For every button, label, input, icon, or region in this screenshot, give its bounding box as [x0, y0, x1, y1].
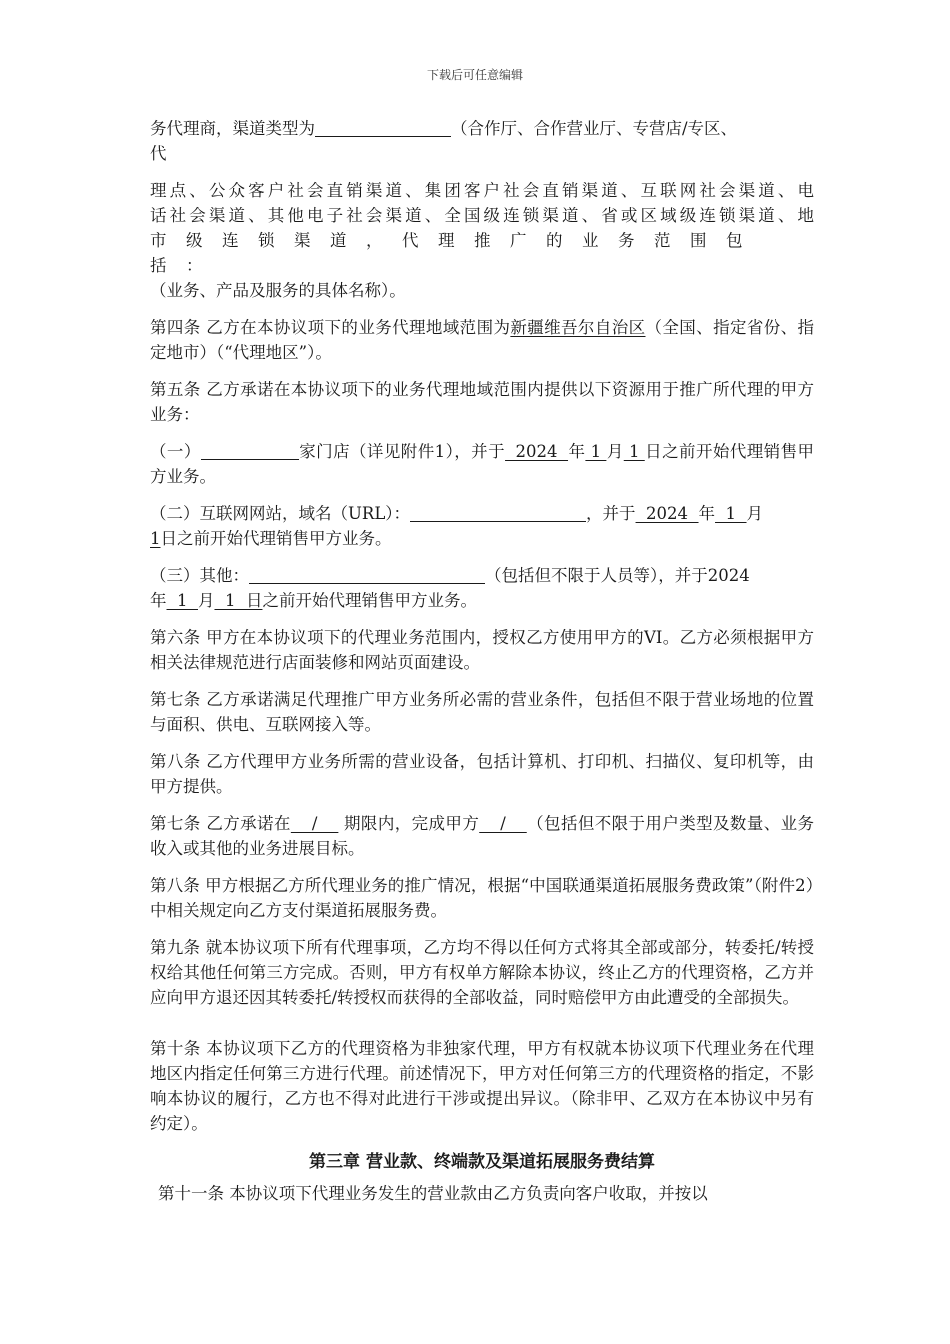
paragraph-channel-type — [150, 116, 814, 166]
item-3-other — [150, 563, 814, 613]
text-segment: 日之前开始代理销售甲方业务。 — [150, 442, 815, 486]
text-segment: 第四条 乙方在本协议项下的业务代理地域范围为 — [150, 318, 511, 337]
date-day: 1 日 — [214, 591, 263, 610]
item-1-stores — [150, 439, 814, 489]
date-month: 1 — [715, 504, 747, 523]
paragraph-channel-list — [150, 178, 814, 303]
text-segment: （包括但不限于人员等），并于2024 — [485, 566, 750, 585]
article-10: 第十条 本协议项下乙方的代理资格为非独家代理，甲方有权就本协议项下代理业务在代理地区内指定任何第三方进行代理。前述情况下，甲方对任何第三方的代理资格的指定，不影响本协议的履行，乙方也不得对此进行干涉或提出异议。（除非甲、乙双方在本协议中另有约定）。 — [150, 1039, 814, 1133]
date-year: 2024 — [505, 442, 569, 461]
text-segment: 日之前开始代理销售甲方业务。 — [160, 529, 392, 548]
date-month: 1 — [166, 591, 198, 610]
text-segment: 务代理商，渠道类型为 — [150, 119, 315, 138]
text-segment: 年 — [698, 504, 716, 523]
text-segment: （三）其他： — [150, 566, 249, 585]
article-11: 第十一条 本协议项下代理业务发生的营业款由乙方负责向客户收取，并按以 — [158, 1184, 708, 1203]
blank-field-store-count — [201, 442, 299, 460]
text-segment: ，并于 — [586, 504, 636, 523]
text-segment: （合作厅、合作营业厅、专营店/专区、 — [451, 119, 738, 138]
date-year: 2024 — [635, 504, 699, 523]
date-day: 1 — [150, 529, 161, 548]
date-day: 1 — [623, 442, 645, 461]
item-2-website — [150, 501, 814, 551]
article-6: 第六条 甲方在本协议项下的代理业务范围内，授权乙方使用甲方的VI。乙方必须根据甲方相关法律规范进行店面装修和网站页面建设。 — [150, 628, 814, 672]
blank-field-target: / — [479, 814, 527, 833]
blank-field-url — [410, 504, 586, 522]
blank-field-other — [249, 566, 485, 584]
text-segment: 第七条 乙方承诺在 — [150, 814, 291, 833]
text-segment: 之前开始代理销售甲方业务。 — [262, 591, 477, 610]
text-line: 话社会渠道、其他电子社会渠道、全国级连锁渠道、省或区域级连锁渠道、地 — [150, 206, 814, 225]
article-5: 第五条 乙方承诺在本协议项下的业务代理地域范围内提供以下资源用于推广所代理的甲方业务： — [150, 380, 814, 424]
blank-field-period: / — [290, 814, 339, 833]
text-segment: 年 — [568, 442, 586, 461]
spacer — [150, 1022, 814, 1036]
text-line-spaced: 市级连锁渠道，代理推广的业务范围包括： — [150, 231, 762, 275]
document-body — [150, 116, 814, 1218]
date-month: 1 — [585, 442, 607, 461]
page-header-note: 下载后可任意编辑 — [426, 68, 523, 82]
text-segment: 月 — [197, 591, 215, 610]
text-segment: （一） — [150, 442, 201, 461]
text-line: 理点、公众客户社会直销渠道、集团客户社会直销渠道、互联网社会渠道、电 — [150, 181, 814, 200]
text-segment: （全国、指定省份、指定地市）（“代理地区”）。 — [150, 318, 815, 362]
text-segment: 代 — [150, 144, 167, 163]
text-line: （业务、产品及服务的具体名称）。 — [150, 281, 406, 300]
agency-region-value: 新疆维吾尔自治区 — [510, 318, 646, 337]
blank-field-channel-type — [315, 119, 451, 137]
article-8: 第八条 乙方代理甲方业务所需的营业设备，包括计算机、打印机、扫描仪、复印机等，由甲方提供。 — [150, 752, 814, 796]
article-7: 第七条 乙方承诺满足代理推广甲方业务所必需的营业条件，包括但不限于营业场地的位置与面积、供电、互联网接入等。 — [150, 690, 814, 734]
article-7-targets — [150, 811, 814, 861]
text-segment: 月 — [606, 442, 624, 461]
article-9: 第九条 就本协议项下所有代理事项，乙方均不得以任何方式将其全部或部分，转委托/转授权给其他任何第三方完成。否则，甲方有权单方解除本协议，终止乙方的代理资格，乙方并应向甲方退还因其转委托/转授权而获得的全部收益，同时赔偿甲方由此遭受的全部损失。 — [150, 938, 814, 1007]
text-segment: （包括但不限于用户类型及数量、业务收入或其他的业务进展目标。 — [150, 814, 815, 858]
article-4 — [150, 315, 814, 365]
chapter-heading: 第三章 营业款、终端款及渠道拓展服务费结算 — [309, 1152, 655, 1172]
text-segment: 家门店（详见附件1），并于 — [298, 442, 506, 461]
text-segment: 年 — [150, 591, 167, 610]
article-8-fees: 第八条 甲方根据乙方所代理业务的推广情况，根据“中国联通渠道拓展服务费政策”（附件2）中相关规定向乙方支付渠道拓展服务费。 — [150, 876, 814, 920]
text-segment: 期限内，完成甲方 — [344, 814, 480, 833]
text-segment: 月 — [746, 504, 764, 523]
text-segment: （二）互联网网站，域名（URL）： — [150, 504, 411, 523]
